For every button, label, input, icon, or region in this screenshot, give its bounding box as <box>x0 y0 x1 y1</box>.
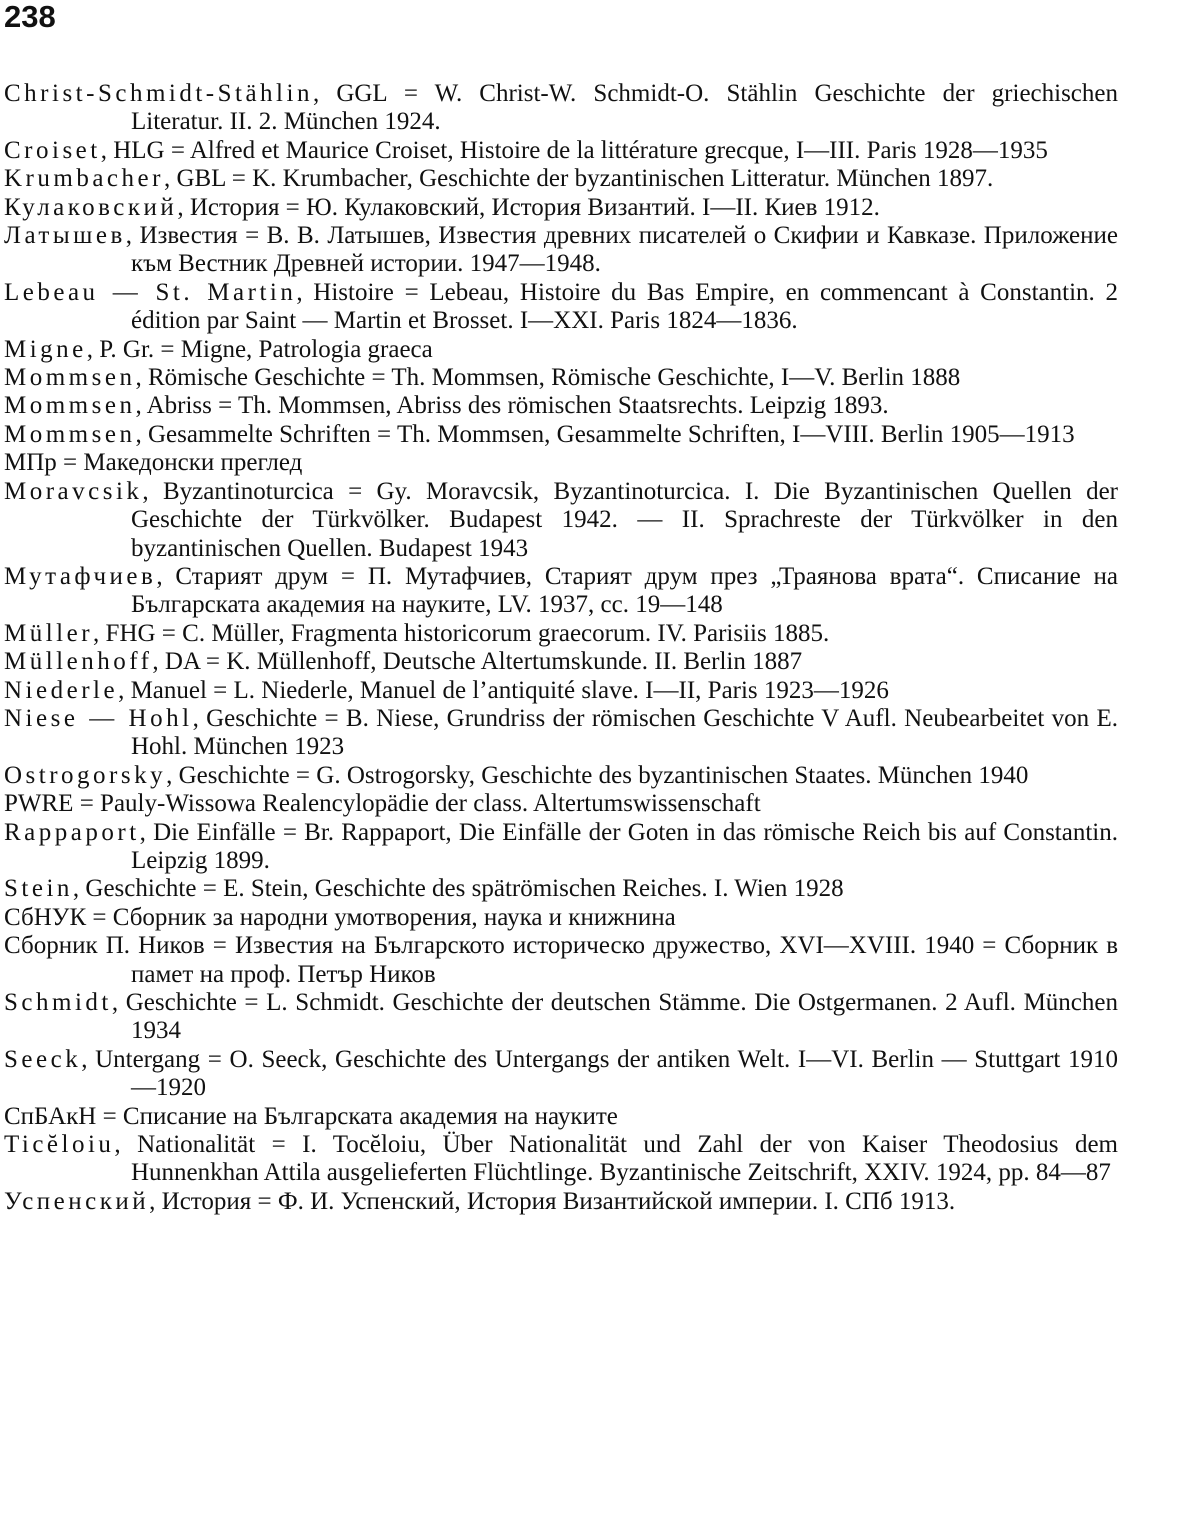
entry-text: PWRE = Pauly-Wissowa Realencylopädie der class. Altertumswissenschaft <box>4 790 761 818</box>
entry-text: , P. Gr. = Migne, Patrologia graeca <box>86 335 433 363</box>
entry-text: , Histoire = Lebeau, Histoire du Bas Empire, en commencant à Constantin. 2 édition par Saint — Martin et Brosset. I—XXI. Paris 1824—1836. <box>131 278 1118 335</box>
bibliography-entry <box>4 1188 1118 1216</box>
entry-text: , Известия = В. В. Латышев, Известия древних писателей о Скифии и Кавказе. Приложение към Вестник Древней истории. 1947—1948. <box>125 222 1118 278</box>
entry-author: Mommsen <box>4 364 136 392</box>
bibliography-entry <box>4 194 1118 222</box>
bibliography-entry <box>4 677 1118 705</box>
bibliography-entry <box>4 165 1118 193</box>
entry-text: , Abriss = Th. Mommsen, Abriss des römischen Staatsrechts. Leipzig 1893. <box>135 392 889 420</box>
bibliography-entry <box>4 989 1118 1046</box>
bibliography-entry <box>4 421 1118 449</box>
entry-author: Rappaport <box>4 818 140 846</box>
entry-author: Niese — Hohl <box>4 704 193 732</box>
entry-author: Seeck <box>4 1045 82 1073</box>
entry-author: Moravcsik <box>4 477 143 505</box>
entry-author: Croiset <box>4 136 101 164</box>
entry-text: , Die Einfälle = Br. Rappaport, Die Einfälle der Goten in das römische Reich bis auf Constantin. Leipzig 1899. <box>131 818 1118 874</box>
bibliography-entry <box>4 648 1118 676</box>
bibliography-list <box>4 80 1118 1216</box>
entry-text: , Geschichte = L. Schmidt. Geschichte der deutschen Stämme. Die Ostgermanen. 2 Aufl. München 1934 <box>111 989 1118 1045</box>
entry-author: Успенский <box>4 1187 150 1215</box>
bibliography-entry <box>4 875 1118 903</box>
entry-author: Müller <box>4 619 94 647</box>
entry-text: , FHG = C. Müller, Fragmenta historicorum graecorum. IV. Parisiis 1885. <box>93 619 830 647</box>
bibliography-entry <box>4 364 1118 392</box>
entry-text: , Byzantinoturcica = Gy. Moravcsik, Byzantinoturcica. I. Die Byzantinischen Quellen der Geschichte der Türkvölker. Budapest 1942. — II. Sprachreste der Türkvölker in den byzantinischen Quellen. Budapest 1943 <box>131 477 1118 562</box>
entry-author: Mommsen <box>4 392 136 420</box>
entry-author: Christ-Schmidt-Stählin <box>4 80 313 107</box>
entry-text: , Geschichte = E. Stein, Geschichte des spätrömischen Reiches. I. Wien 1928 <box>72 875 844 903</box>
page-number: 238 <box>4 0 56 34</box>
entry-author: Латышев <box>4 222 126 250</box>
entry-text: , История = Ф. И. Успенский, История Византийской империи. I. СПб 1913. <box>149 1187 956 1215</box>
entry-text: СпБАкН = Списание на Българската академия на науките <box>4 1102 618 1130</box>
bibliography-entry <box>4 762 1118 790</box>
bibliography-entry <box>4 932 1118 989</box>
entry-text: , Старият друм = П. Мутафчиев, Старият друм през „Траянова врата“. Списание на Българската академия на науките, LV. 1937, сс. 19—148 <box>131 562 1118 619</box>
entry-author: Niederle <box>4 676 119 704</box>
entry-text: , Nationalität = I. Tocĕloiu, Über Nationalität und Zahl der von Kaiser Theodosius dem Hunnenkhan Attila ausgelieferten Flüchtlinge. Byzantinische Zeitschrift, XXIV. 1924, pp. 84—87 <box>114 1131 1118 1187</box>
entry-text: , Geschichte = G. Ostrogorsky, Geschichte des byzantinischen Staates. München 1940 <box>166 761 1029 789</box>
bibliography-entry <box>4 137 1118 165</box>
bibliography-entry <box>4 563 1118 620</box>
bibliography-entry <box>4 1103 1118 1131</box>
entry-author: Ticĕloiu <box>4 1131 115 1159</box>
bibliography-entry <box>4 705 1118 762</box>
entry-text: , DA = K. Müllenhoff, Deutsche Altertumskunde. II. Berlin 1887 <box>152 648 803 676</box>
entry-author: Migne <box>4 335 87 363</box>
bibliography-entry <box>4 80 1118 137</box>
entry-text: , Manuel = L. Niederle, Manuel de l’antiquité slave. I—II, Paris 1923—1926 <box>118 676 889 704</box>
bibliography-entry <box>4 222 1118 279</box>
bibliography-entry <box>4 1131 1118 1188</box>
bibliography-entry <box>4 1046 1118 1103</box>
entry-text: , Untergang = O. Seeck, Geschichte des Untergangs der antiken Welt. I—VI. Berlin — Stuttgart 1910—1920 <box>81 1045 1118 1102</box>
entry-author: Ostrogorsky <box>4 761 167 789</box>
entry-author: Schmidt <box>4 989 112 1016</box>
bibliography-entry <box>4 336 1118 364</box>
entry-author: Мутафчиев <box>4 562 157 590</box>
entry-author: Кулаковский <box>4 193 178 221</box>
entry-author: Müllenhoff <box>4 648 153 676</box>
entry-text: , GBL = K. Krumbacher, Geschichte der byzantinischen Litteratur. München 1897. <box>163 165 994 193</box>
bibliography-entry <box>4 904 1118 932</box>
bibliography-entry <box>4 279 1118 336</box>
bibliography-entry <box>4 449 1118 477</box>
entry-author: Lebeau — St. Martin <box>4 278 297 306</box>
entry-text: СбНУК = Сборник за народни умотворения, наука и книжнина <box>4 903 676 931</box>
bibliography-entry <box>4 819 1118 876</box>
bibliography-entry <box>4 478 1118 563</box>
entry-text: , HLG = Alfred et Maurice Croiset, Histoire de la littérature grecque, I—III. Paris 1928—1935 <box>100 136 1048 164</box>
entry-text: , История = Ю. Кулаковский, История Византий. I—II. Киев 1912. <box>177 193 880 221</box>
bibliography-entry <box>4 392 1118 420</box>
entry-text: Сборник П. Ников = Известия на Българското историческо дружество, XVI—XVIII. 1940 = Сборник в памет на проф. Петър Ников <box>4 932 1118 988</box>
bibliography-entry <box>4 790 1118 818</box>
entry-text: , GGL = W. Christ-W. Schmidt-O. Stählin Geschichte der griechischen Literatur. II. 2. München 1924. <box>131 80 1118 136</box>
bibliography-entry <box>4 620 1118 648</box>
entry-text: МПр = Македонски преглед <box>4 449 303 477</box>
entry-author: Stein <box>4 875 73 903</box>
entry-text: , Gesammelte Schriften = Th. Mommsen, Gesammelte Schriften, I—VIII. Berlin 1905—1913 <box>135 420 1075 448</box>
entry-text: , Römische Geschichte = Th. Mommsen, Römische Geschichte, I—V. Berlin 1888 <box>135 364 961 392</box>
entry-text: , Geschichte = B. Niese, Grundriss der römischen Geschichte V Aufl. Neubearbeitet von E. Hohl. München 1923 <box>131 704 1118 761</box>
entry-author: Krumbacher <box>4 165 164 193</box>
entry-author: Mommsen <box>4 420 136 448</box>
